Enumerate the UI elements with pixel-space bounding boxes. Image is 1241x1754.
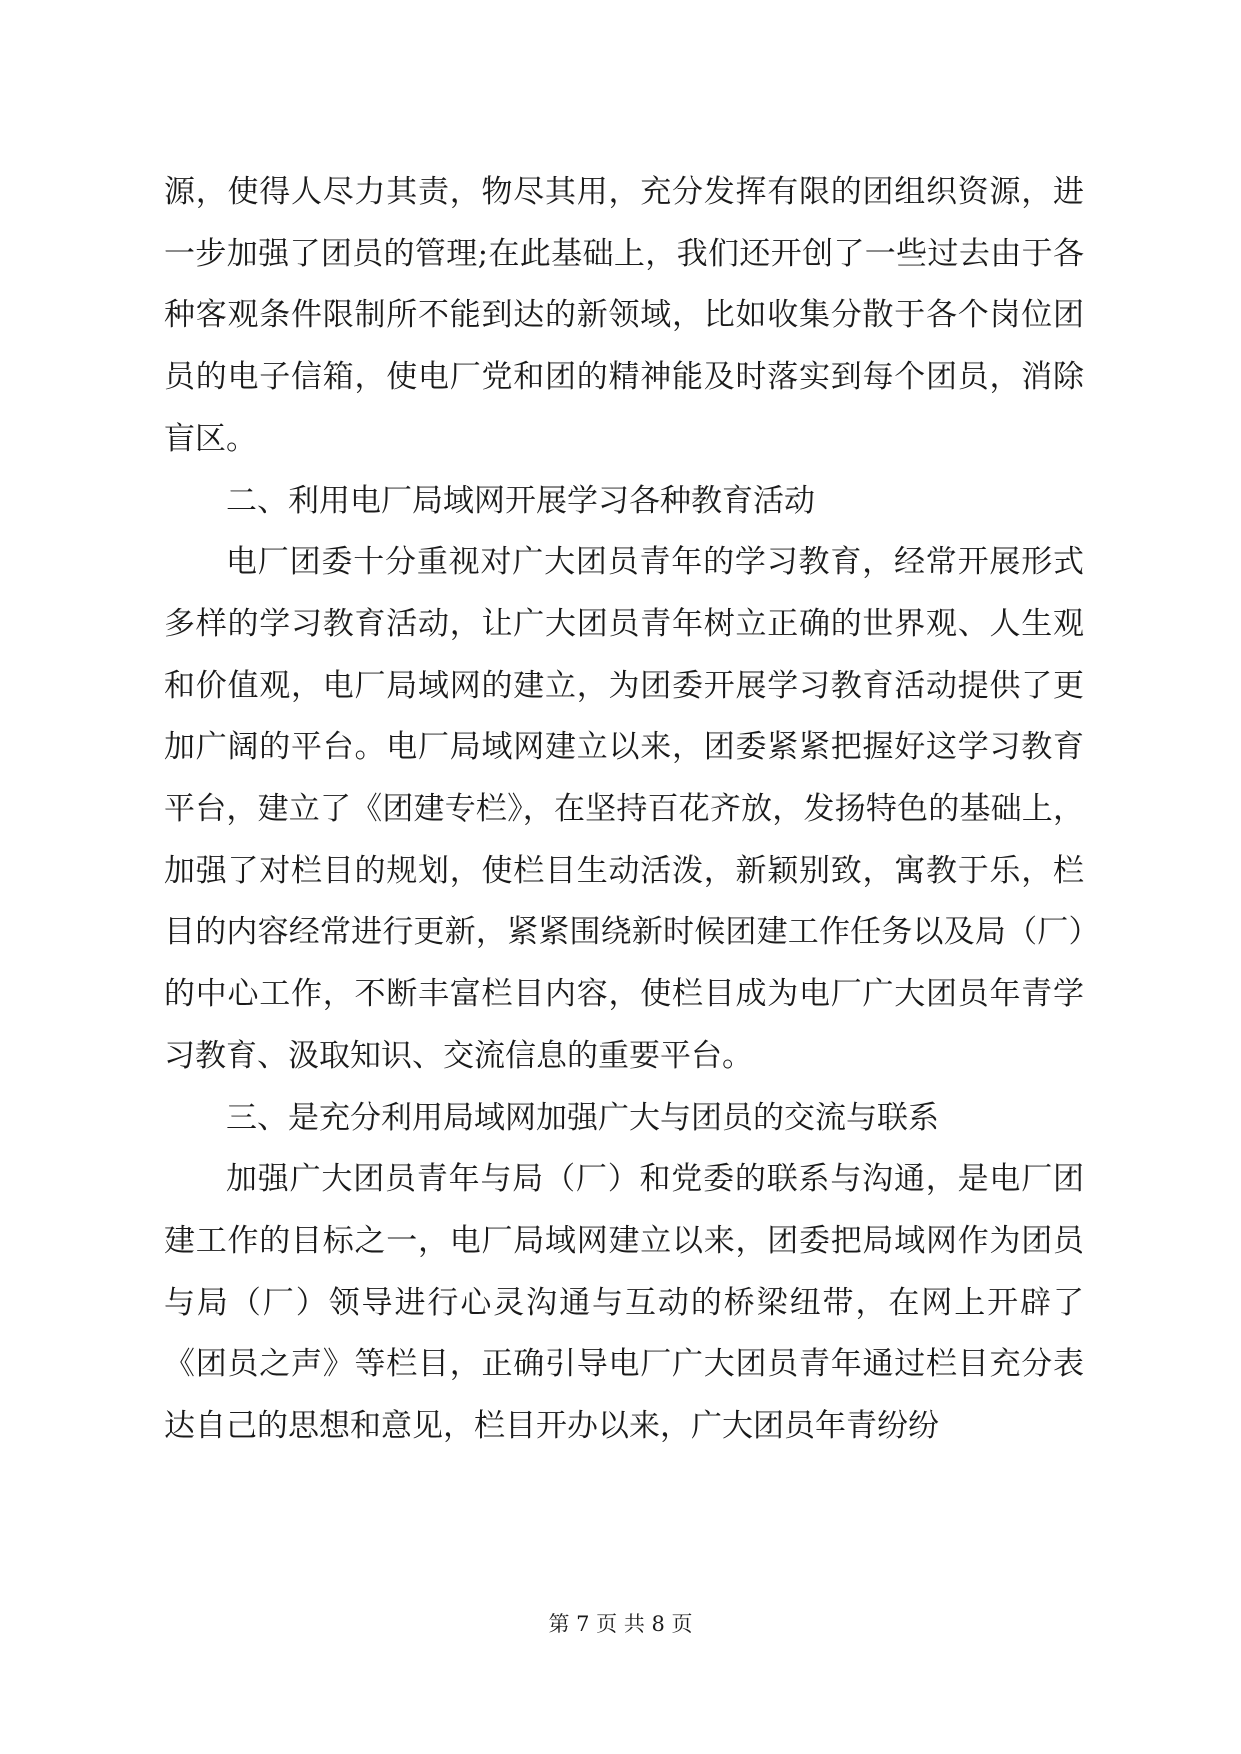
section-heading: 二、利用电厂局域网开展学习各种教育活动 (226, 482, 815, 519)
body-paragraph: 加强广大团员青年与局（厂）和党委的联系与沟通，是电厂团建工作的目标之一，电厂局域网建立以来，团委把局域网作为团员与局（厂）领导进行心灵沟通与互动的桥梁纽带，在网上开辟了《团员之声》等栏目，正确引导电厂广大团员青年通过栏目充分表达自己的思想和意见，栏目开办以来，广大团员年青纷纷 (164, 1161, 1084, 1445)
document-body (164, 162, 1084, 1458)
page-number-footer: 第 7 页 共 8 页 (548, 1612, 693, 1636)
body-paragraph: 电厂团委十分重视对广大团员青年的学习教育，经常开展形式多样的学习教育活动，让广大团员青年树立正确的世界观、人生观和价值观，电厂局域网的建立，为团委开展学习教育活动提供了更加广阔的平台。电厂局域网建立以来，团委紧紧把握好这学习教育平台，建立了《团建专栏》，在坚持百花齐放，发扬特色的基础上，加强了对栏目的规划，使栏目生动活泼，新颖别致，寓教于乐，栏目的内容经常进行更新，紧紧围绕新时候团建工作任务以及局（厂）的中心工作，不断丰富栏目内容，使栏目成为电厂广大团员年青学习教育、汲取知识、交流信息的重要平台。 (164, 544, 1084, 1074)
body-paragraph: 源，使得人尽力其责，物尽其用，充分发挥有限的团组织资源，进一步加强了团员的管理;在此基础上，我们还开创了一些过去由于各种客观条件限制所不能到达的新领域，比如收集分散于各个岗位团员的电子信箱，使电厂党和团的精神能及时落实到每个团员，消除盲区。 (164, 174, 1084, 457)
section-heading: 三、是充分利用局域网加强广大与团员的交流与联系 (226, 1099, 939, 1136)
